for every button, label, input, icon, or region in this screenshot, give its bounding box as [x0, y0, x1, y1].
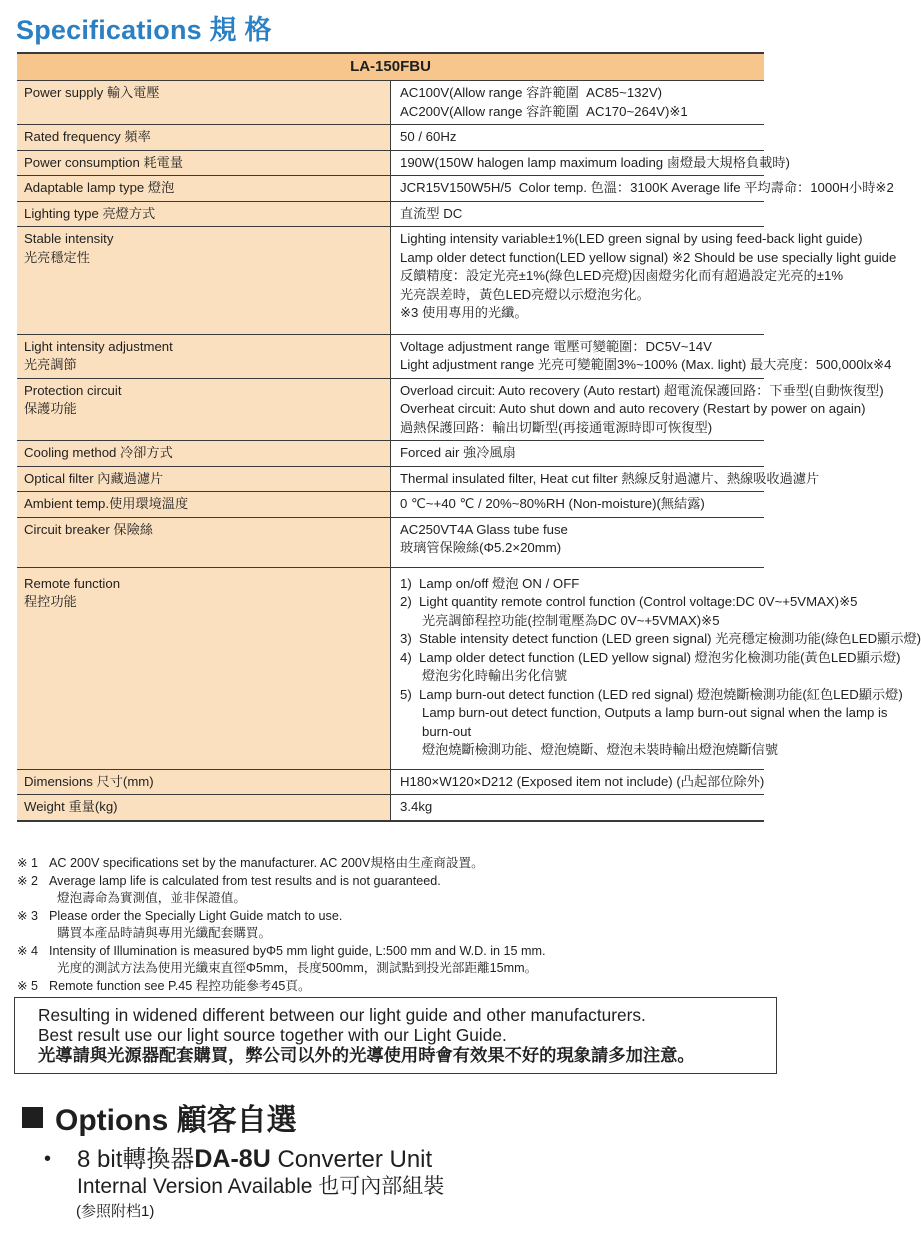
- spec-label: [17, 334, 391, 378]
- model-name: LA-150FBU: [17, 53, 764, 81]
- spec-label: [17, 150, 391, 176]
- footnote-line: 購買本產品時請與專用光纖配套購買。: [57, 926, 272, 940]
- table-row: [17, 567, 764, 769]
- footnote-line: Remote function see P.45 程控功能參考45頁。: [49, 978, 311, 993]
- footnote-mark: ※ 1: [17, 856, 39, 870]
- spec-label-line: Dimensions 尺寸(mm): [24, 773, 154, 789]
- spec-label: [17, 81, 391, 125]
- spec-label-line: Stable intensity: [24, 231, 114, 246]
- footnote-line: Please order the Specially Light Guide match to use.: [49, 908, 343, 923]
- spec-value-line: Forced air 強冷風扇: [400, 445, 516, 460]
- table-header-row: [17, 53, 764, 81]
- table-row: [17, 517, 764, 567]
- spec-value: [391, 378, 884, 441]
- page-title: Specifications 規 格: [16, 15, 272, 45]
- footnote-mark: ※ 4: [17, 943, 39, 958]
- spec-label-line: Cooling method 冷卻方式: [24, 445, 173, 460]
- footnote-mark: ※ 2: [17, 873, 39, 888]
- notice-box: [14, 997, 777, 1074]
- spec-label: [17, 795, 391, 821]
- spec-value: [391, 227, 897, 335]
- square-bullet-icon: [22, 1107, 43, 1128]
- option-item: [44, 1139, 432, 1174]
- spec-value-line: JCR15V150W5H/5 Color temp. 色溫：3100K Average life 平均壽命：1000H小時※2: [400, 180, 894, 195]
- spec-label-line: 程控功能: [24, 594, 77, 609]
- table-row: [17, 81, 764, 125]
- options-title: Options 顧客自選: [55, 1104, 297, 1137]
- spec-value-line: 燈泡劣化時輸出劣化信號: [400, 668, 568, 683]
- bullet-icon: •: [44, 1148, 52, 1170]
- spec-label-line: Remote function: [24, 575, 121, 591]
- footnote-mark: ※ 5: [17, 978, 39, 993]
- spec-value-line: Thermal insulated filter, Heat cut filter 熱線反射過濾片、熱線吸收過濾片: [400, 470, 820, 486]
- spec-value: [391, 567, 921, 769]
- spec-value-line: 0 ℃~+40 ℃ / 20%~80%RH (Non-moisture)(無結露): [400, 496, 705, 511]
- spec-value-line: 反饋精度：設定光亮±1%(綠色LED亮燈)因鹵燈劣化而有超過設定光亮的±1%: [400, 268, 844, 283]
- spec-value-line: 50 / 60Hz: [400, 129, 457, 144]
- spec-value: [391, 176, 894, 202]
- spec-value-line: 燈泡燒斷檢測功能、燈泡燒斷、燈泡未裝時輸出燈泡燒斷信號: [400, 742, 779, 757]
- spec-table: [17, 52, 921, 822]
- spec-value-line: 4) Lamp older detect function (LED yellow signal) 燈泡劣化檢測功能(黃色LED顯示燈): [400, 649, 901, 665]
- footnote-line: 燈泡壽命為實測值，並非保證值。: [57, 891, 246, 905]
- spec-value: [391, 492, 765, 518]
- spec-value-line: 玻璃管保險絲(Φ5.2×20mm): [400, 540, 562, 555]
- option-model: DA-8U: [194, 1145, 271, 1173]
- notice-line-chinese: 光導請與光源器配套購買，弊公司以外的光導使用時會有效果不好的現象請多加注意。: [38, 1045, 695, 1065]
- spec-value: [391, 125, 765, 151]
- footnote: [17, 855, 767, 873]
- spec-value: [391, 441, 765, 467]
- table-row: [17, 769, 764, 795]
- spec-label-line: Power supply 輸入電壓: [24, 85, 160, 100]
- spec-value-line: 2) Light quantity remote control function (Control voltage:DC 0V~+5VMAX)※5: [400, 594, 858, 609]
- spec-value: [391, 466, 820, 492]
- spec-value: [391, 517, 765, 567]
- spec-value-line: 光亮調節程控功能(控制電壓為DC 0V~+5VMAX)※5: [400, 612, 720, 628]
- spec-value-line: Voltage adjustment range 電壓可變範圍：DC5V~14V: [400, 338, 712, 354]
- spec-value-line: 5) Lamp burn-out detect function (LED red signal) 燈泡燒斷檢測功能(紅色LED顯示燈): [400, 686, 903, 702]
- spec-label-line: Power consumption 耗電量: [24, 154, 184, 170]
- footnote-line: AC 200V specifications set by the manufacturer. AC 200V規格由生產商設置。: [49, 856, 484, 870]
- spec-value-line: Lighting intensity variable±1%(LED green signal by using feed-back light guide): [400, 231, 863, 246]
- spec-label-line: Rated frequency 頻率: [24, 129, 151, 144]
- spec-value-line: Overload circuit: Auto recovery (Auto restart) 超電流保護回路：下垂型(自動恢復型): [400, 382, 884, 398]
- spec-label: [17, 517, 391, 567]
- table-row: [17, 176, 764, 202]
- spec-label: [17, 378, 391, 441]
- spec-value-line: H180×W120×D212 (Exposed item not include) (凸起部位除外): [400, 773, 765, 789]
- spec-label-line: Adaptable lamp type 燈泡: [24, 180, 175, 195]
- spec-value: [391, 334, 892, 378]
- spec-value-line: Light adjustment range 光亮可變範圍3%~100% (Max. light) 最大亮度：500,000lx※4: [400, 357, 892, 372]
- spec-value-line: AC250VT4A Glass tube fuse: [400, 521, 568, 537]
- footnotes: [17, 855, 767, 995]
- spec-label-line: Protection circuit: [24, 382, 122, 398]
- option-detail: Internal Version Available 也可內部組裝: [77, 1175, 445, 1198]
- spec-value: [391, 81, 765, 125]
- spec-label: [17, 492, 391, 518]
- spec-value-line: 光亮誤差時，黃色LED亮燈以示燈泡劣化。: [400, 286, 650, 302]
- spec-label-line: Light intensity adjustment: [24, 338, 173, 354]
- table-row: [17, 227, 764, 335]
- spec-value-line: Lamp burn-out detect function, Outputs a lamp burn-out signal when the lamp is: [400, 705, 888, 720]
- spec-value-line: AC200V(Allow range 容許範圍 AC170~264V)※1: [400, 103, 688, 119]
- footnote: [17, 978, 767, 996]
- spec-value-line: AC100V(Allow range 容許範圍 AC85~132V): [400, 85, 663, 100]
- footnote-line: Intensity of Illumination is measured byΦ5 mm light guide, L:500 mm and W.D. in 15 mm.: [49, 943, 546, 958]
- notice-line: Resulting in widened different between our light guide and other manufacturers.: [38, 1005, 646, 1025]
- spec-value-line: ※3 使用專用的光纖。: [400, 305, 528, 320]
- footnote: [17, 873, 767, 908]
- spec-label-line: Circuit breaker 保險絲: [24, 521, 153, 537]
- spec-label: [17, 466, 391, 492]
- table-row: [17, 492, 764, 518]
- spec-value-line: 3.4kg: [400, 799, 433, 814]
- spec-value-line: 1) Lamp on/off 燈泡 ON / OFF: [400, 575, 580, 591]
- table-row: [17, 201, 764, 227]
- spec-label-line: Weight 重量(kg): [24, 799, 118, 814]
- spec-label-line: Lighting type 亮燈方式: [24, 205, 156, 221]
- spec-value: [391, 201, 765, 227]
- table-row: [17, 334, 764, 378]
- spec-label: [17, 769, 391, 795]
- table-row: [17, 466, 764, 492]
- footnote: [17, 943, 767, 978]
- option-reference: (参照附档1): [76, 1203, 155, 1220]
- option-suffix: Converter Unit: [270, 1146, 433, 1173]
- spec-value-line: Lamp older detect function(LED yellow signal) ※2 Should be use specially light guide: [400, 249, 897, 265]
- spec-label: [17, 176, 391, 202]
- notice-line: Best result use our light source together with our Light Guide.: [38, 1025, 507, 1045]
- spec-value-line: 3) Stable intensity detect function (LED green signal) 光亮穩定檢測功能(綠色LED顯示燈): [400, 631, 921, 646]
- table-row: [17, 378, 764, 441]
- table-row: [17, 125, 764, 151]
- spec-label: [17, 125, 391, 151]
- spec-value: [391, 150, 790, 176]
- footnote: [17, 908, 767, 943]
- spec-value: [391, 769, 765, 795]
- spec-label: [17, 567, 391, 769]
- spec-label: [17, 201, 391, 227]
- footnote-line: 光度的測試方法為使用光纖束直徑Φ5mm，長度500mm，測試點到投光部距離15mm。: [57, 961, 538, 975]
- spec-label-line: 光亮調節: [24, 357, 77, 372]
- spec-value: [391, 795, 765, 821]
- spec-label-line: 保護功能: [24, 401, 77, 416]
- spec-value-line: 190W(150W halogen lamp maximum loading 鹵燈最大規格負載時): [400, 154, 790, 170]
- spec-label-line: 光亮穩定性: [24, 249, 90, 265]
- spec-value-line: 直流型 DC: [400, 205, 463, 221]
- option-prefix: 8 bit轉換器: [77, 1146, 195, 1173]
- table-row: [17, 150, 764, 176]
- spec-value-line: burn-out: [400, 723, 472, 739]
- table-row: [17, 441, 764, 467]
- spec-label: [17, 441, 391, 467]
- footnote-line: Average lamp life is calculated from test results and is not guaranteed.: [49, 873, 441, 888]
- table-row: [17, 795, 764, 821]
- spec-value-line: 過熱保護回路：輸出切斷型(再接通電源時即可恢復型): [400, 419, 713, 435]
- spec-label: [17, 227, 391, 335]
- options-heading: [22, 1095, 297, 1139]
- spec-label-line: Ambient temp.使用環境溫度: [24, 496, 189, 511]
- footnote-mark: ※ 3: [17, 908, 39, 923]
- spec-value-line: Overheat circuit: Auto shut down and auto recovery (Restart by power on again): [400, 401, 866, 416]
- spec-label-line: Optical filter 內藏過濾片: [24, 470, 164, 486]
